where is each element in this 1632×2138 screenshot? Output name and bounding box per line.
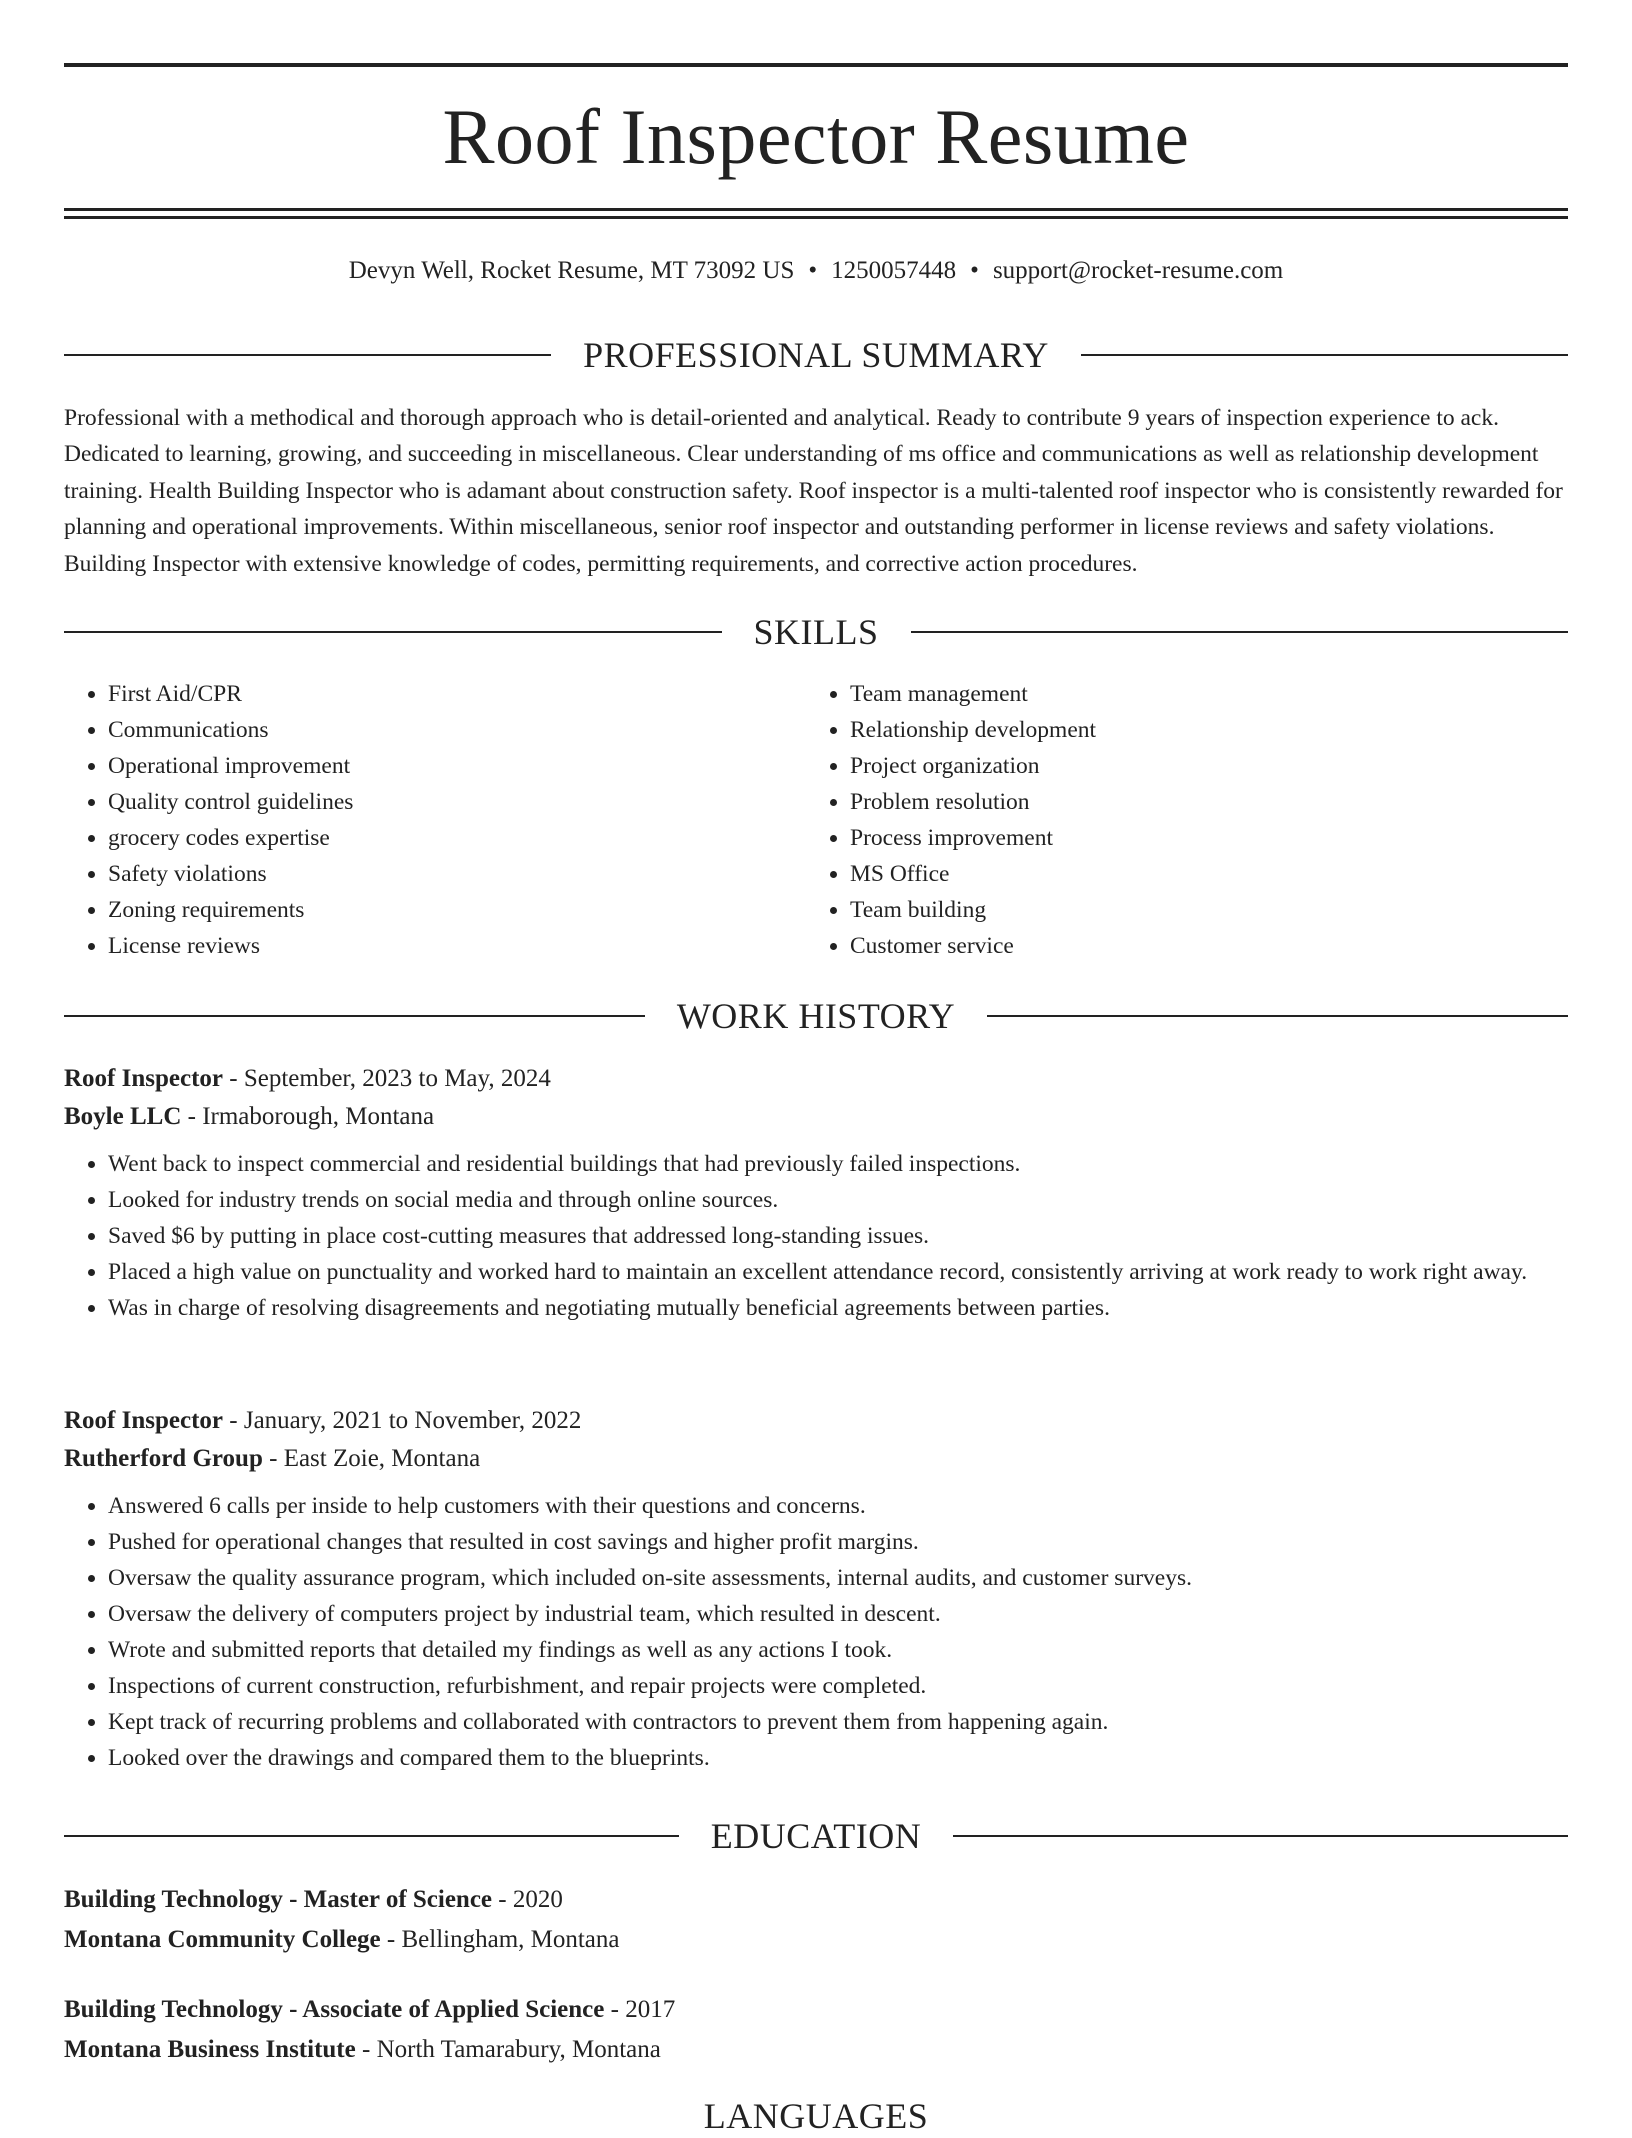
section-header-skills (64, 610, 1568, 654)
contact-separator: • (808, 257, 818, 284)
education-school: Montana Business Institute (64, 2036, 356, 2063)
skill-item: • Zoning requirements (108, 892, 806, 928)
job-location: Irmaborough, Montana (202, 1103, 435, 1130)
section-header-summary (64, 333, 1568, 377)
education-entry (64, 1990, 1568, 2070)
job-bullet: • Saved $6 by putting in place cost-cutting measures that addressed long-standing issues. (108, 1218, 1568, 1254)
job-bullet: • Oversaw the delivery of computers project by industrial team, which resulted in descent. (108, 1596, 1568, 1632)
job-company-line: Boyle LLC - Irmaborough, Montana (64, 1103, 435, 1130)
job-entry (64, 1402, 1568, 1776)
section-title-summary: PROFESSIONAL SUMMARY (583, 335, 1049, 375)
skills-list (64, 676, 1568, 964)
job-title-line: Roof Inspector - January, 2021 to November, 2022 (64, 1407, 582, 1434)
summary-paragraph: Professional with a methodical and thorough approach who is detail-oriented and analytical. Ready to contribute 9 years of inspection experience to ack. Dedicated to learning, growing, and succeeding in miscellaneous. Clear understanding of ms office and communications as well as relationship development training. Health Building Inspector who is adamant about construction safety. Roof inspector is a multi-talented roof inspector who is consistently rewarded for planning and operational improvements. Within miscellaneous, senior roof inspector and outstanding performer in license reviews and safety violations. Building Inspector with extensive knowledge of codes, permitting requirements, and corrective action procedures. (64, 405, 1563, 577)
title-rule-lower (64, 216, 1568, 219)
education-school: Montana Community College (64, 1926, 381, 1953)
job-bullet: • Kept track of recurring problems and collaborated with contractors to prevent them from happening again. (108, 1704, 1568, 1740)
education-degree-line: Building Technology - Master of Science - 2020 (64, 1886, 563, 1913)
skill-item: • Safety violations (108, 856, 806, 892)
section-rule (64, 2115, 672, 2117)
skill-item: • Team management (850, 676, 1548, 712)
education-school-line: Montana Community College - Bellingham, Montana (64, 1926, 620, 1953)
education-entry (64, 1880, 1568, 1960)
job-bullet: • Inspections of current construction, refurbishment, and repair projects were completed. (108, 1668, 1568, 1704)
job-bullets (64, 1146, 1568, 1326)
section-rule (987, 1015, 1568, 1017)
education-degree: Building Technology - Master of Science (64, 1886, 493, 1913)
resume-title: Roof Inspector Resume (442, 93, 1190, 180)
job-company-line: Rutherford Group - East Zoie, Montana (64, 1445, 481, 1472)
job-title-line: Roof Inspector - September, 2023 to May, 2024 (64, 1065, 551, 1092)
skill-item: • Quality control guidelines (108, 784, 806, 820)
section-header-work (64, 994, 1568, 1038)
education-year: 2017 (625, 1996, 676, 2023)
skill-item: • Project organization (850, 748, 1548, 784)
top-rule (64, 63, 1568, 67)
education-year: 2020 (512, 1886, 563, 1913)
education-location: North Tamarabury, Montana (376, 2036, 661, 2063)
skill-item: • Operational improvement (108, 748, 806, 784)
contact-phone: 1250057448 (831, 257, 957, 284)
section-title-skills: SKILLS (753, 612, 879, 652)
skill-item: • Relationship development (850, 712, 1548, 748)
section-rule (64, 631, 722, 633)
education-degree-line: Building Technology - Associate of Applied Science - 2017 (64, 1996, 676, 2023)
contact-separator: • (970, 257, 979, 284)
job-company: Rutherford Group (64, 1445, 263, 1472)
education-degree: Building Technology - Associate of Applied Science (64, 1996, 605, 2023)
section-header-languages (64, 2094, 1568, 2138)
section-rule (64, 354, 551, 356)
skills-column-left (64, 676, 806, 964)
job-bullet: • Answered 6 calls per inside to help customers with their questions and concerns. (108, 1488, 1568, 1524)
contact-address: Devyn Well, Rocket Resume, MT 73092 US (348, 257, 795, 284)
job-bullet: • Placed a high value on punctuality and worked hard to maintain an excellent attendance record, consistently arriving at work ready to work right away. (108, 1254, 1568, 1290)
job-dates: January, 2021 to November, 2022 (243, 1407, 582, 1434)
job-dates: September, 2023 to May, 2024 (243, 1065, 551, 1092)
skill-item: • First Aid/CPR (108, 676, 806, 712)
section-title-work: WORK HISTORY (676, 996, 956, 1036)
job-entry (64, 1060, 1568, 1326)
section-rule (911, 631, 1569, 633)
skill-item: • Process improvement (850, 820, 1548, 856)
section-title-languages: LANGUAGES (703, 2096, 929, 2136)
contact-line (64, 254, 1568, 288)
section-rule (960, 2115, 1568, 2117)
skill-item: • Customer service (850, 928, 1548, 964)
job-bullet: • Looked for industry trends on social media and through online sources. (108, 1182, 1568, 1218)
title-rule-upper (64, 208, 1568, 211)
job-bullet: • Oversaw the quality assurance program, which included on-site assessments, internal audits, and customer surveys. (108, 1560, 1568, 1596)
job-title: Roof Inspector (64, 1065, 224, 1092)
job-bullet: • Was in charge of resolving disagreements and negotiating mutually beneficial agreements between parties. (108, 1290, 1568, 1326)
job-title: Roof Inspector (64, 1407, 224, 1434)
skill-item: • License reviews (108, 928, 806, 964)
job-bullet: • Pushed for operational changes that resulted in cost savings and higher profit margins. (108, 1524, 1568, 1560)
job-bullets (64, 1488, 1568, 1776)
education-school-line: Montana Business Institute - North Tamarabury, Montana (64, 2036, 661, 2063)
job-bullet: • Went back to inspect commercial and residential buildings that had previously failed inspections. (108, 1146, 1568, 1182)
skill-item: • Team building (850, 892, 1548, 928)
section-header-education (64, 1814, 1568, 1858)
section-rule (64, 1015, 645, 1017)
skill-item: • grocery codes expertise (108, 820, 806, 856)
education-location: Bellingham, Montana (401, 1926, 620, 1953)
job-company: Boyle LLC (64, 1103, 182, 1130)
job-bullet: • Looked over the drawings and compared them to the blueprints. (108, 1740, 1568, 1776)
skills-column-right (806, 676, 1548, 964)
section-rule (64, 1835, 679, 1837)
skill-item: • MS Office (850, 856, 1548, 892)
job-bullet: • Wrote and submitted reports that detailed my findings as well as any actions I took. (108, 1632, 1568, 1668)
job-location: East Zoie, Montana (283, 1445, 481, 1472)
skill-item: • Problem resolution (850, 784, 1548, 820)
contact-email[interactable]: support@rocket-resume.com (992, 257, 1284, 284)
skill-item: • Communications (108, 712, 806, 748)
section-rule (953, 1835, 1568, 1837)
section-rule (1081, 354, 1568, 356)
section-title-education: EDUCATION (710, 1816, 922, 1856)
